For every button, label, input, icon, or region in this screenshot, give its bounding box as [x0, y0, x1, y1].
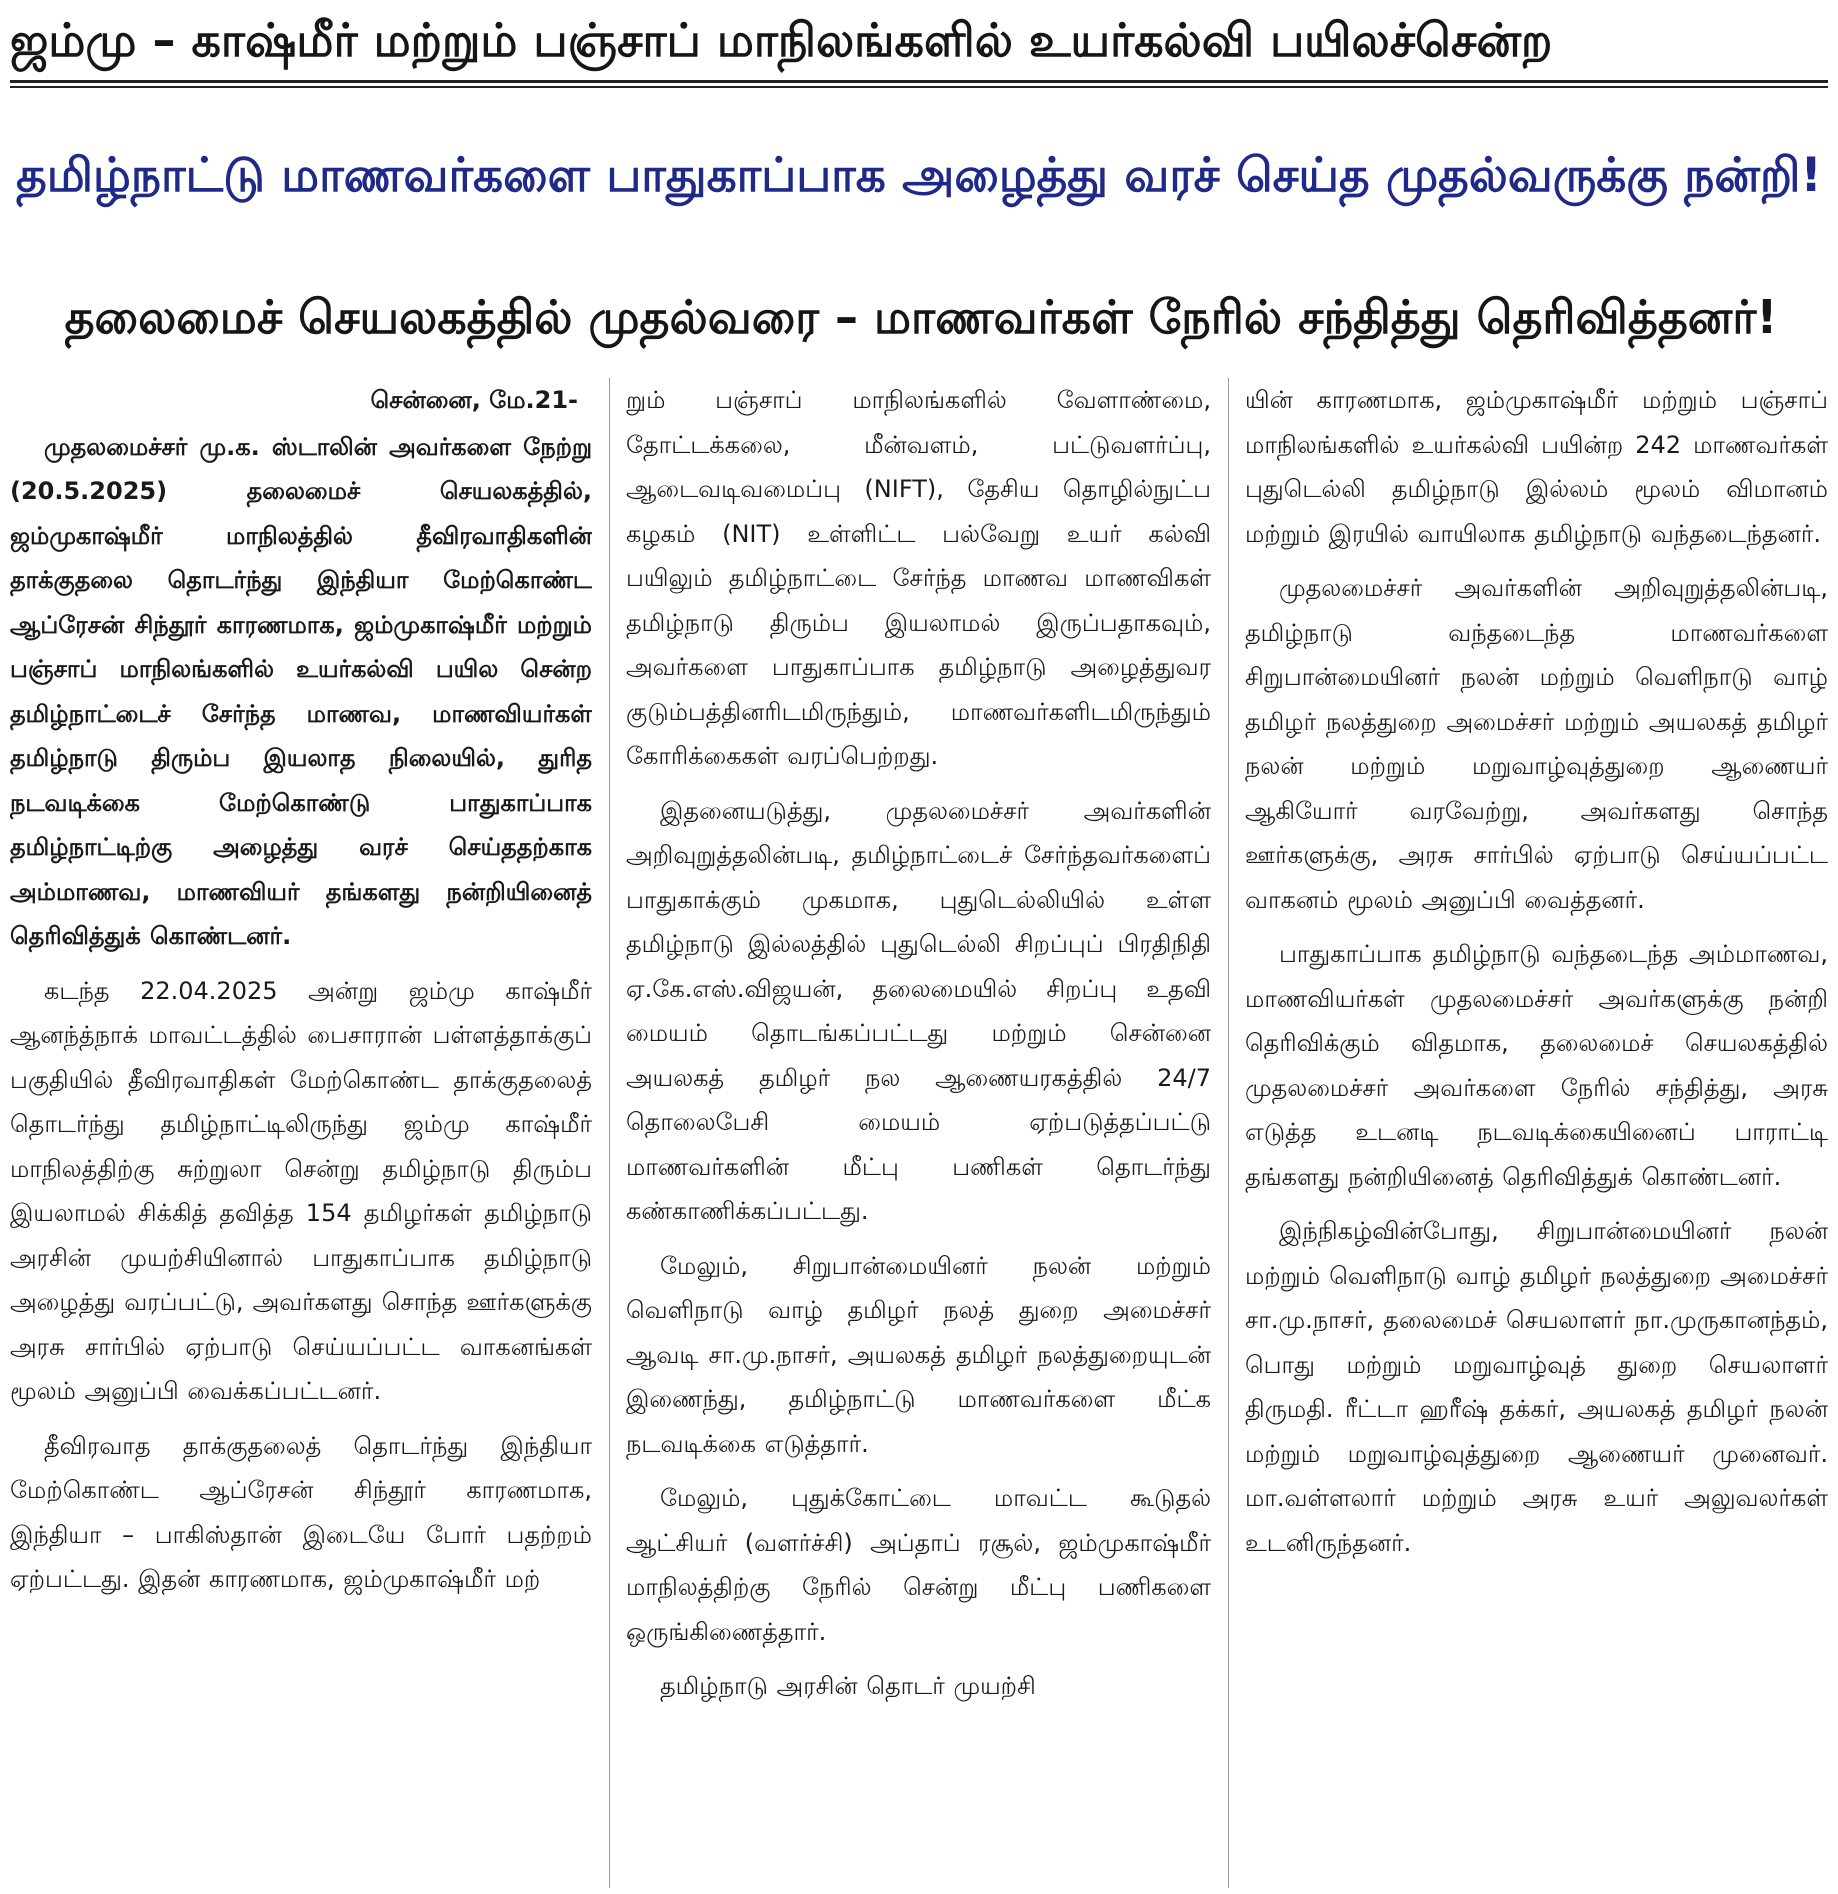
article-paragraph: கடந்த 22.04.2025 அன்று ஜம்மு காஷ்மீர் ஆனந்த்நாக் மாவட்டத்தில் பைசாரான் பள்ளத்தாக்குப் பகுதியில் தீவிரவாதிகள் மேற்கொண்ட தாக்குதலைத் தொடர்ந்து தமிழ்நாட்டிலிருந்து ஜம்மு காஷ்மீர் மாநிலத்திற்கு சுற்றுலா சென்று தமிழ்நாடு திரும்ப இயலாமல் சிக்கித் தவித்த 154 தமிழர்கள் தமிழ்நாடு அரசின் முயற்சியினால் பாதுகாப்பாக தமிழ்நாடு அழைத்து வரப்பட்டு, அவர்களது சொந்த ஊர்களுக்கு அரசு சார்பில் ஏற்பாடு செய்யப்பட்ட வாகனங்கள் மூலம் அனுப்பி வைக்கப்பட்டனர். — [10, 976, 592, 1405]
dateline: சென்னை, மே.21- — [370, 386, 578, 414]
article-paragraph: மேலும், சிறுபான்மையினர் நலன் மற்றும் வெளிநாடு வாழ் தமிழர் நலத் துறை அமைச்சர் ஆவடி சா.மு.நாசர், அயலகத் தமிழர் நலத்துறையுடன் இணைந்து, தமிழ்நாட்டு மாணவர்களை மீட்க நடவடிக்கை எடுத்தார். — [626, 1251, 1211, 1458]
article-paragraph: இந்நிகழ்வின்போது, சிறுபான்மையினர் நலன் மற்றும் வெளிநாடு வாழ் தமிழர் நலத்துறை அமைச்சர் சா.மு.நாசர், தலைமைச் செயலாளர் நா.முருகானந்தம், பொது மற்றும் மறுவாழ்வுத் துறை செயலாளர் திருமதி. ரீட்டா ஹரீஷ் தக்கர், அயலகத் தமிழர் நலன் மற்றும் மறுவாழ்வுத்துறை ஆணையர் முனைவர். மா.வள்ளலார் மற்றும் அரசு உயர் அலுவலர்கள் உடனிருந்தனர். — [1245, 1217, 1828, 1557]
header-rule-thin — [10, 86, 1828, 88]
article-column-3 — [1245, 378, 1828, 1888]
article-paragraph: தமிழ்நாடு அரசின் தொடர் முயற்சி — [660, 1672, 1036, 1700]
kicker-line: ஜம்மு – காஷ்மீர் மற்றும் பஞ்சாப் மாநிலங்களில் உயர்கல்வி பயிலச்சென்ற — [10, 13, 1553, 67]
article-paragraph: றும் பஞ்சாப் மாநிலங்களில் வேளாண்மை, தோட்டக்கலை, மீன்வளம், பட்டுவளர்ப்பு, ஆடைவடிவமைப்பு (NIFT), தேசிய தொழில்நுட்ப கழகம் (NIT) உள்ளிட்ட பல்வேறு உயர் கல்வி பயிலும் தமிழ்நாட்டை சேர்ந்த மாணவ மாணவிகள் தமிழ்நாடு திரும்ப இயலாமல் இருப்பதாகவும், அவர்களை பாதுகாப்பாக தமிழ்நாடு அழைத்துவர குடும்பத்தினரிடமிருந்தும், மாணவர்களிடமிருந்தும் கோரிக்கைகள் வரப்பெற்றது. — [626, 386, 1211, 770]
article-paragraph: மேலும், புதுக்கோட்டை மாவட்ட கூடுதல் ஆட்சியர் (வளர்ச்சி) அப்தாப் ரசூல், ஜம்முகாஷ்மீர் மாநிலத்திற்கு நேரில் சென்று மீட்பு பணிகளை ஒருங்கிணைத்தார். — [626, 1484, 1211, 1646]
article-column-1 — [10, 378, 592, 1888]
headline: தமிழ்நாட்டு மாணவர்களை பாதுகாப்பாக அழைத்து வரச் செய்த முதல்வருக்கு நன்றி! — [16, 148, 1822, 203]
article-paragraph: முதலமைச்சர் மு.க. ஸ்டாலின் அவர்களை நேற்று (20.5.2025) தலைமைச் செயலகத்தில், ஜம்முகாஷ்மீர் மாநிலத்தில் தீவிரவாதிகளின் தாக்குதலை தொடர்ந்து இந்தியா மேற்கொண்ட ஆப்ரேசன் சிந்தூர் காரணமாக, ஜம்முகாஷ்மீர் மற்றும் பஞ்சாப் மாநிலங்களில் உயர்கல்வி பயில சென்ற தமிழ்நாட்டைச் சேர்ந்த மாணவ, மாணவியர்கள் தமிழ்நாடு திரும்ப இயலாத நிலையில், துரித நடவடிக்கை மேற்கொண்டு பாதுகாப்பாக தமிழ்நாட்டிற்கு அழைத்து வரச் செய்ததற்காக அம்மாணவ, மாணவியர் தங்களது நன்றியினைத் தெரிவித்துக் கொண்டனர். — [10, 432, 592, 950]
article-paragraph: யின் காரணமாக, ஜம்முகாஷ்மீர் மற்றும் பஞ்சாப் மாநிலங்களில் உயர்கல்வி பயின்ற 242 மாணவர்கள் புதுடெல்லி தமிழ்நாடு இல்லம் மூலம் விமானம் மற்றும் இரயில் வாயிலாக தமிழ்நாடு வந்தடைந்தனர். — [1245, 386, 1828, 548]
column-divider — [1228, 378, 1229, 1888]
article-paragraph: தீவிரவாத தாக்குதலைத் தொடர்ந்து இந்தியா மேற்கொண்ட ஆப்ரேசன் சிந்தூர் காரணமாக, இந்தியா – பாகிஸ்தான் இடையே போர் பதற்றம் ஏற்பட்டது. இதன் காரணமாக, ஜம்முகாஷ்மீர் மற் — [10, 1431, 592, 1593]
article-paragraph: பாதுகாப்பாக தமிழ்நாடு வந்தடைந்த அம்மாணவ, மாணவியர்கள் முதலமைச்சர் அவர்களுக்கு நன்றி தெரிவிக்கும் விதமாக, தலைமைச் செயலகத்தில் முதலமைச்சர் அவர்களை நேரில் சந்தித்து, அரசு எடுத்த உடனடி நடவடிக்கையினைப் பாராட்டி தங்களது நன்றியினைத் தெரிவித்துக் கொண்டனர். — [1245, 940, 1828, 1191]
header-rule — [10, 80, 1828, 83]
column-divider — [609, 378, 610, 1888]
subheadline: தலைமைச் செயலகத்தில் முதல்வரை – மாணவர்கள் நேரில் சந்தித்து தெரிவித்தனர்! — [64, 290, 1778, 344]
article-paragraph: இதனையடுத்து, முதலமைச்சர் அவர்களின் அறிவுறுத்தலின்படி, தமிழ்நாட்டைச் சேர்ந்தவர்களைப் பாதுகாக்கும் முகமாக, புதுடெல்லியில் உள்ள தமிழ்நாடு இல்லத்தில் புதுடெல்லி சிறப்புப் பிரதிநிதி ஏ.கே.எஸ்.விஜயன், தலைமையில் சிறப்பு உதவி மையம் தொடங்கப்பட்டது மற்றும் சென்னை அயலகத் தமிழர் நல ஆணையரகத்தில் 24/7 தொலைபேசி மையம் ஏற்படுத்தப்பட்டு மாணவர்களின் மீட்பு பணிகள் தொடர்ந்து கண்காணிக்கப்பட்டது. — [626, 796, 1211, 1225]
article-column-2 — [626, 378, 1211, 1888]
article-paragraph: முதலமைச்சர் அவர்களின் அறிவுறுத்தலின்படி, தமிழ்நாடு வந்தடைந்த மாணவர்களை சிறுபான்மையினர் நலன் மற்றும் வெளிநாடு வாழ் தமிழர் நலத்துறை அமைச்சர் மற்றும் அயலகத் தமிழர் நலன் மற்றும் மறுவாழ்வுத்துறை ஆணையர் ஆகியோர் வரவேற்று, அவர்களது சொந்த ஊர்களுக்கு, அரசு சார்பில் ஏற்பாடு செய்யப்பட்ட வாகனம் மூலம் அனுப்பி வைத்தனர். — [1245, 574, 1828, 914]
